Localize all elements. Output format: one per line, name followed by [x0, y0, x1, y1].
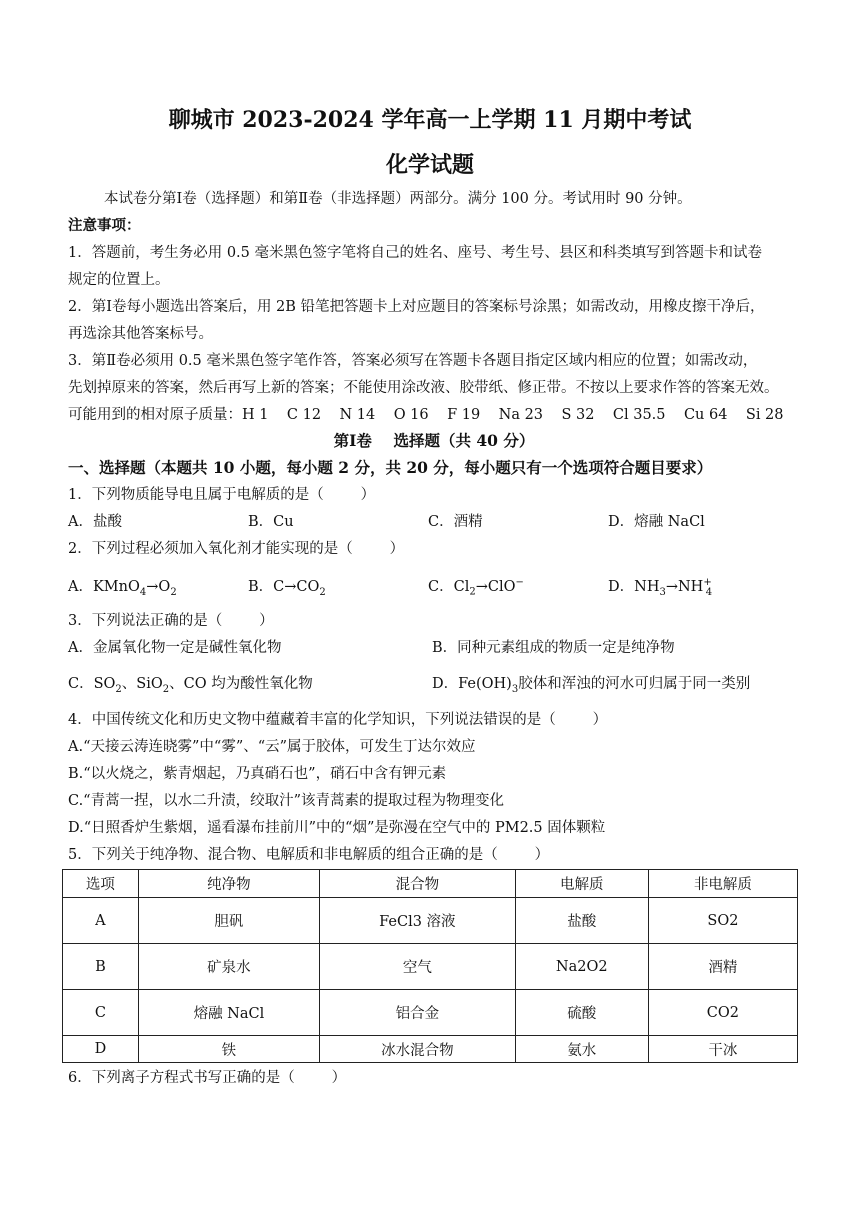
- q4-option-b: B.“以火烧之，紫青烟起，乃真硝石也”，硝石中含有钾元素: [68, 766, 447, 782]
- note-3a: 3．第Ⅱ卷必须用 0.5 毫米黑色签字笔作答，答案必须写在答题卡各题目指定区域内相应的位置；如需改动，: [68, 353, 758, 369]
- part-title: 一、选择题（本题共 10 小题，每小题 2 分，共 20 分，每小题只有一个选项符合题目要求）: [68, 458, 713, 477]
- q2-option-b: B．$C\to CO_2$: [248, 578, 326, 598]
- table-header-cell: 混合物: [320, 870, 516, 898]
- q4-stem: 4．中国传统文化和历史文物中蕴藏着丰富的化学知识，下列说法错误的是（ ）: [68, 712, 608, 728]
- table-cell: 氨水: [515, 1036, 648, 1063]
- table-cell: SO2: [648, 898, 797, 944]
- q5-table: [62, 869, 798, 1063]
- q3-options-row1: [68, 638, 800, 658]
- table-header-cell: 非电解质: [648, 870, 797, 898]
- table-cell: 矿泉水: [138, 944, 319, 990]
- table-header-cell: 电解质: [515, 870, 648, 898]
- table-row: [63, 944, 798, 990]
- q2-option-a: A．$KMnO_4\to O_2$: [68, 578, 177, 598]
- q4-option-c: C.“青蒿一捏，以水二升渍，绞取汁”该青蒿素的提取过程为物理变化: [68, 793, 505, 809]
- q3-option-c: C．$SO_2$、SiO$_2$、CO 均为酸性氧化物: [68, 676, 313, 695]
- q5-stem: 5．下列关于纯净物、混合物、电解质和非电解质的组合正确的是（ ）: [68, 847, 550, 863]
- table-cell: 干冰: [648, 1036, 797, 1063]
- table-header-cell: 选项: [63, 870, 139, 898]
- q3-options-row2: [68, 674, 800, 700]
- section-title: 第Ⅰ卷 选择题（共 40 分）: [333, 431, 535, 450]
- table-cell: FeCl3 溶液: [320, 898, 516, 944]
- table-cell: 硫酸: [515, 990, 648, 1036]
- q2-stem: 2．下列过程必须加入氧化剂才能实现的是（ ）: [68, 541, 405, 557]
- table-row: [63, 990, 798, 1036]
- q3-option-b: B．同种元素组成的物质一定是纯净物: [432, 640, 675, 656]
- q1-options: [68, 512, 800, 532]
- q2-option-c: C．$Cl_2\to ClO^-$: [428, 577, 524, 598]
- note-1a: 1．答题前，考生务必用 0.5 毫米黑色签字笔将自己的姓名、座号、考生号、县区和科类填写到答题卡和试卷: [68, 245, 762, 261]
- note-1b: 规定的位置上。: [68, 272, 170, 288]
- table-cell: 铁: [138, 1036, 319, 1063]
- table-cell: 冰水混合物: [320, 1036, 516, 1063]
- table-cell: A: [63, 898, 139, 944]
- q2-option-d: D．$NH_3\to NH^+_4$: [608, 577, 713, 598]
- atomic-masses: 可能用到的相对原子质量：H 1 C 12 N 14 O 16 F 19 Na 23 S 32 Cl 35.5 Cu 64 Si 28: [68, 407, 784, 423]
- q1-option-c: C．酒精: [428, 514, 483, 530]
- table-cell: D: [63, 1036, 139, 1063]
- note-2b: 再选涂其他答案标号。: [68, 326, 213, 342]
- table-cell: 胆矾: [138, 898, 319, 944]
- q4-option-a: A.“天接云涛连晓雾”中“雾”、“云”属于胶体，可发生丁达尔效应: [68, 739, 476, 755]
- q4-option-d: D.“日照香炉生紫烟，遥看瀑布挂前川”中的“烟”是弥漫在空气中的 PM2.5 固体颗粒: [68, 820, 606, 836]
- q2-options: [68, 573, 800, 603]
- note-2a: 2．第Ⅰ卷每小题选出答案后，用 2B 铅笔把答题卡上对应题目的答案标号涂黑；如需改动，用橡皮擦干净后，: [68, 299, 765, 315]
- q1-option-d: D．熔融 NaCl: [608, 514, 705, 530]
- table-cell: 铝合金: [320, 990, 516, 1036]
- table-row: [63, 1036, 798, 1063]
- table-cell: B: [63, 944, 139, 990]
- table-cell: Na2O2: [515, 944, 648, 990]
- q3-option-d: D．$Fe(OH)_3$胶体和浑浊的河水可归属于同一类别: [432, 676, 751, 695]
- notes-heading: 注意事项：: [68, 217, 141, 234]
- q6-stem: 6．下列离子方程式书写正确的是（ ）: [68, 1070, 347, 1086]
- table-header-cell: 纯净物: [138, 870, 319, 898]
- table-cell: 空气: [320, 944, 516, 990]
- table-cell: 盐酸: [515, 898, 648, 944]
- table-cell: 熔融 NaCl: [138, 990, 319, 1036]
- q1-stem: 1．下列物质能导电且属于电解质的是（ ）: [68, 487, 376, 503]
- table-cell: C: [63, 990, 139, 1036]
- exam-title: 聊城市 2023-2024 学年高一上学期 11 月期中考试: [168, 107, 692, 133]
- intro-text: 本试卷分第Ⅰ卷（选择题）和第Ⅱ卷（非选择题）两部分。满分 100 分。考试用时 90 分钟。: [104, 191, 692, 207]
- table-header-row: [63, 870, 798, 898]
- exam-subtitle: 化学试题: [385, 152, 474, 178]
- table-cell: 酒精: [648, 944, 797, 990]
- table-cell: CO2: [648, 990, 797, 1036]
- q1-option-a: A．盐酸: [68, 514, 122, 530]
- table-row: [63, 898, 798, 944]
- q1-option-b: B．Cu: [248, 514, 294, 530]
- q3-stem: 3．下列说法正确的是（ ）: [68, 613, 274, 629]
- note-3b: 先划掉原来的答案，然后再写上新的答案；不能使用涂改液、胶带纸、修正带。不按以上要求作答的答案无效。: [68, 380, 779, 396]
- q3-option-a: A．金属氧化物一定是碱性氧化物: [68, 640, 282, 656]
